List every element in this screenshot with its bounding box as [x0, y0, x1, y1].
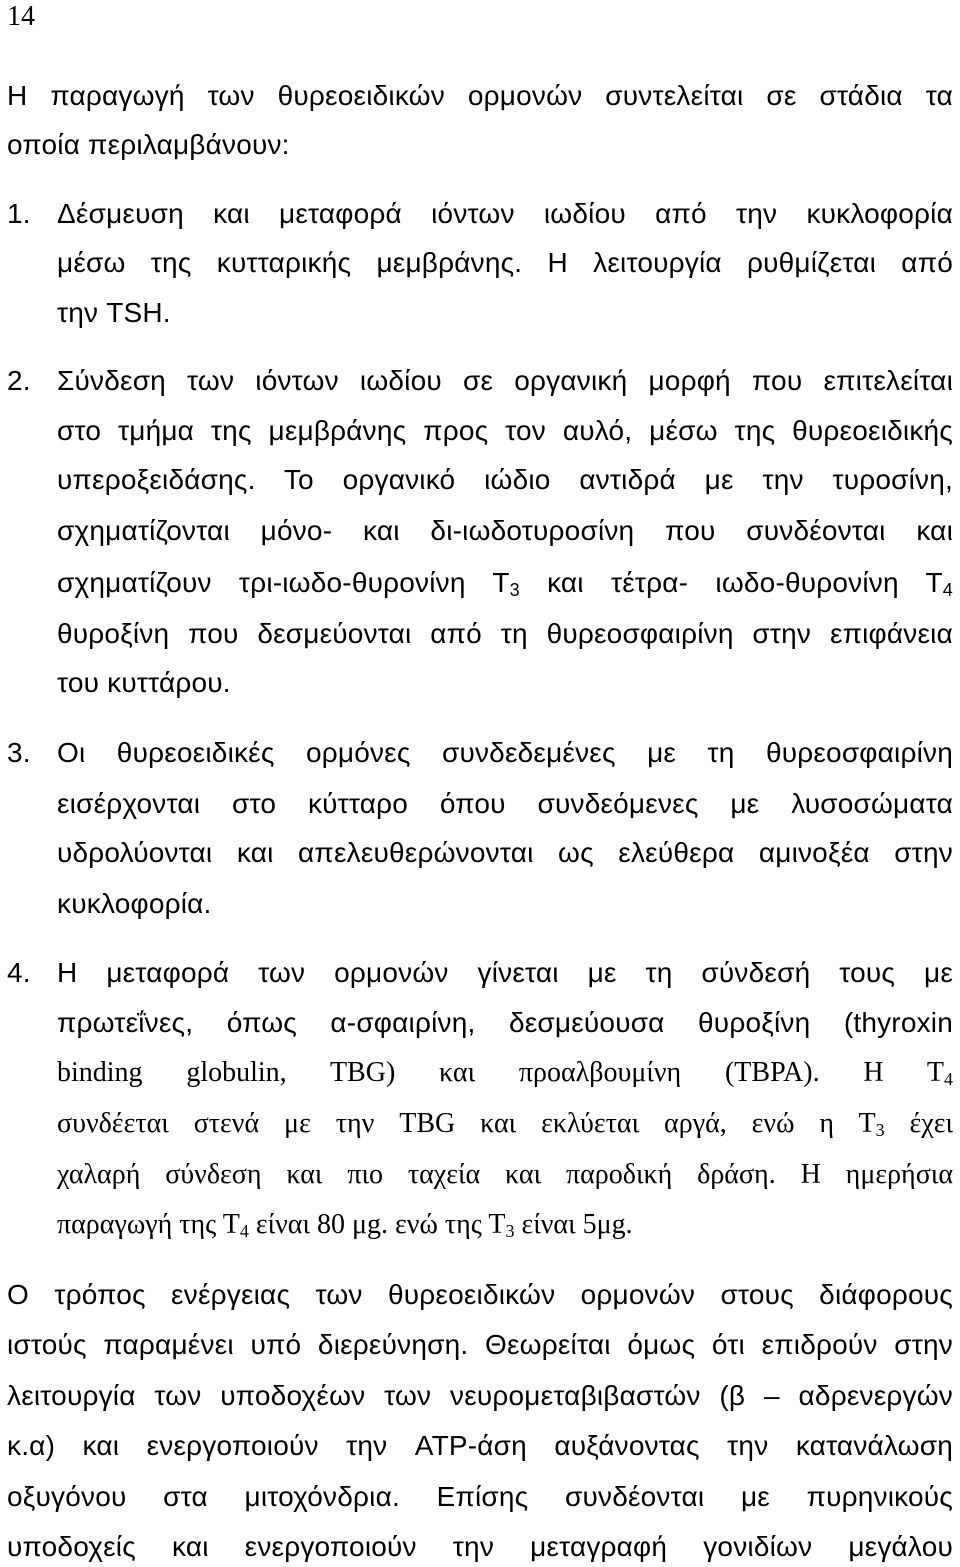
subscript-4: 4	[239, 1221, 249, 1241]
item4-line-6-c: είναι 5μg.	[514, 1209, 633, 1240]
item4-line-5: χαλαρή σύνδεση και πιο ταχεία και παροδική δράση. Η ημερήσια	[57, 1159, 953, 1190]
item4-line-4-a: συνδέεται στενά με την TBG και εκλύεται αργά, ενώ η Τ	[57, 1108, 876, 1139]
item4-line-4	[57, 1107, 953, 1141]
item2-line-7: του κυττάρου.	[57, 667, 231, 698]
item2-line-3: υπεροξειδάσης. Το οργανικό ιώδιο αντιδρά με την τυροσίνη,	[57, 464, 953, 495]
item4-line-4-b: έχει	[884, 1108, 953, 1139]
item4-line-6	[57, 1208, 633, 1242]
closing-line-3: λειτουργία των υποδοχέων των νευρομεταβιβαστών (β – αδρενεργών	[7, 1380, 953, 1411]
item2-line-6: θυροξίνη που δεσμεύονται από τη θυρεοσφαιρίνη στην επιφάνεια	[57, 618, 953, 649]
closing-line-4: κ.α) και ενεργοποιούν την ATP-άση αυξάνοντας την κατανάλωση	[7, 1430, 953, 1461]
item3-line-4: κυκλοφορία.	[57, 888, 212, 919]
item3-line-2: εισέρχονται στο κύτταρο όπου συνδεόμενες με λυσοσώματα	[57, 788, 953, 819]
item1-line-1: Δέσμευση και μεταφορά ιόντων ιωδίου από την κυκλοφορία	[57, 198, 953, 229]
item4-line-1: Η μεταφορά των ορμονών γίνεται με τη σύνδεσή τους με	[57, 957, 953, 988]
item2-line-1: Σύνδεση των ιόντων ιωδίου σε οργανική μορφή που επιτελείται	[57, 365, 953, 396]
subscript-3: 3	[509, 580, 520, 600]
item2-line-2: στο τμήμα της μεμβράνης προς τον αυλό, μέσω της θυρεοειδικής	[57, 415, 953, 446]
subscript-4: 4	[942, 580, 953, 600]
item4-line-6-a: παραγωγή της Τ	[57, 1209, 240, 1240]
intro-line-2: οποία περιλαμβάνουν:	[7, 129, 290, 160]
item3-line-1: Οι θυρεοειδικές ορμόνες συνδεδεμένες με τη θυρεοσφαιρίνη	[57, 737, 953, 768]
item1-line-3: την TSH.	[57, 297, 171, 328]
item2-line-5-a: σχηματίζουν τρι-ιωδο-θυρονίνη Τ	[57, 567, 510, 598]
item2-line-5	[57, 566, 953, 600]
closing-line-2: ιστούς παραμένει υπό διερεύνηση. Θεωρείται όμως ότι επιδρούν στην	[7, 1329, 953, 1360]
item3-line-3: υδρολύονται και απελευθερώνονται ως ελεύθερα αμινοξέα στην	[57, 837, 953, 868]
subscript-3: 3	[875, 1120, 885, 1140]
item2-line-5-b: και τέτρα- ιωδο-θυρονίνη Τ	[519, 567, 943, 598]
item1-line-2: μέσω της κυτταρικής μεμβράνης. Η λειτουργία ρυθμίζεται από	[57, 247, 953, 278]
item4-line-2: πρωτεΐνες, όπως α-σφαιρίνη, δεσμεύουσα θυροξίνη (thyroxin	[57, 1007, 953, 1038]
item2-number: 2.	[7, 365, 31, 396]
item4-line-3-a: binding globulin, TBG) και προαλβουμίνη (TBPA). Η Τ	[57, 1057, 944, 1088]
item4-number: 4.	[7, 957, 31, 988]
closing-line-6: υποδοχείς και ενεργοποιούν την μεταγραφή γονιδίων μεγάλου	[7, 1531, 953, 1562]
closing-line-5: οξυγόνου στα μιτοχόνδρια. Επίσης συνδέονται με πυρηνικούς	[7, 1481, 953, 1512]
closing-line-1: Ο τρόπος ενέργειας των θυρεοειδικών ορμονών στους διάφορους	[7, 1279, 953, 1310]
page-number: 14	[7, 1, 35, 32]
intro-line-1: Η παραγωγή των θυρεοειδικών ορμονών συντελείται σε στάδια τα	[7, 80, 953, 111]
item3-number: 3.	[7, 737, 31, 768]
item1-number: 1.	[7, 198, 31, 229]
item2-line-4: σχηματίζονται μόνο- και δι-ιωδοτυροσίνη που συνδέονται και	[57, 515, 953, 546]
subscript-3: 3	[505, 1221, 515, 1241]
subscript-4: 4	[944, 1069, 953, 1089]
item4-line-3	[57, 1056, 953, 1090]
item4-line-6-b: είναι 80 μg. ενώ της Τ	[248, 1209, 506, 1240]
